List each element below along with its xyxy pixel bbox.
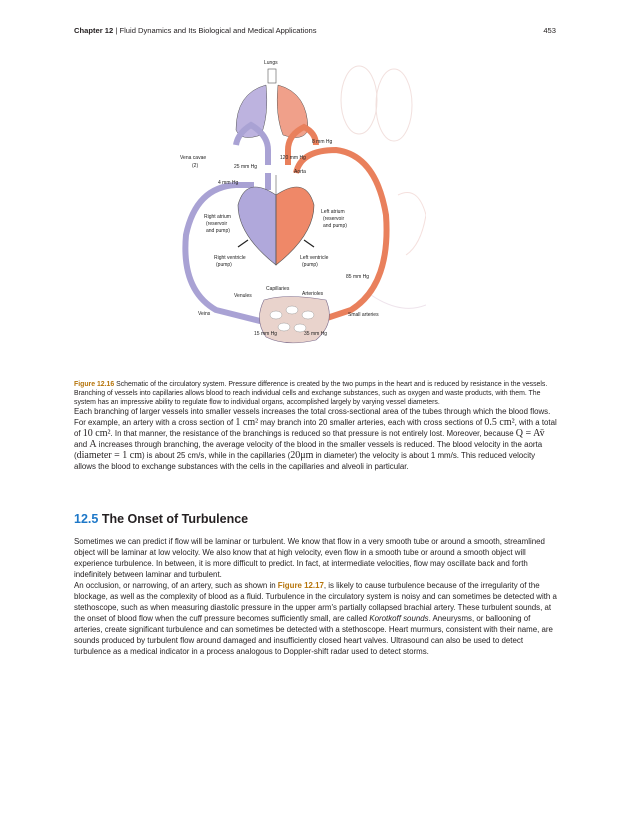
page-number: 453: [543, 26, 556, 35]
flow-arrow-left: [238, 240, 248, 247]
label-left-ventricle-2: (pump): [302, 262, 318, 268]
running-header: [74, 26, 556, 38]
label-25mmhg: 25 mm Hg: [234, 164, 258, 170]
label-8mmhg: 8 mm Hg: [312, 139, 333, 145]
label-right-ventricle-2: (pump): [216, 262, 232, 268]
label-right-ventricle: Right ventricle: [214, 255, 246, 261]
circulatory-system-diagram: [176, 55, 426, 367]
label-right-atrium-3: and pump): [206, 228, 230, 234]
paragraph-branching: Each branching of larger vessels into smaller vessels increases the total cross-sectional area of the tubes through which the blood flows. For example, an artery with a cross section of 1 cm² may branch into 20 smaller arteries, each with cross sections of 0.5 cm², with a total of 10 cm². In that manner, the resistance of the branchings is reduced so that pressure is not entirely lost. Moreover, because Q = Av̄ and A increases through branching, the average velocity of the blood in the smaller vessels is reduced. The blood velocity in the aorta (diameter = 1 cm) is about 25 cm/s, while in the capillaries (20μm in diameter) the velocity is about 1 mm/s. This reduced velocity allows the blood to exchange substances with the cells in the capillaries and alveoli in particular.: [74, 407, 557, 471]
label-left-atrium: Left atrium: [321, 209, 345, 215]
label-aorta: Aorta: [294, 169, 306, 175]
label-120mmhg: 120 mm Hg: [280, 155, 306, 161]
paragraph-laminar: Sometimes we can predict if flow will be laminar or turbulent. We know that flow in a very smooth tube or around a smooth, streamlined object will be laminar at low velocity. We also know that at high velocity, even flow in a smooth tube or around a smooth object will experience turbulence. In between, it is more difficult to predict. In fact, at intermediate velocities, flow may oscillate back and forth indefinitely between laminar and turbulent.: [74, 537, 545, 579]
section-heading: 12.5 The Onset of Turbulence: [74, 512, 249, 526]
label-right-atrium: Right atrium: [204, 214, 231, 220]
label-veins: Veins: [198, 311, 211, 317]
label-left-atrium-2: (reservoir: [323, 216, 345, 222]
label-15mmhg: 15 mm Hg: [254, 331, 278, 337]
heart: [238, 175, 314, 265]
label-lungs: Lungs: [264, 60, 278, 66]
label-left-ventricle: Left ventricle: [300, 255, 329, 261]
label-vena-cavae: Vena cavae: [180, 155, 207, 161]
label-85mmhg: 85 mm Hg: [346, 274, 370, 280]
label-vena-count: (2): [192, 163, 199, 169]
label-venules: Venules: [234, 293, 252, 299]
label-capillaries: Capillaries: [266, 286, 290, 292]
paragraph-occlusion: An occlusion, or narrowing, of an artery, such as shown in Figure 12.17, is likely to cause turbulence because of the irregularity of the blockage, as well as the complexity of blood as a fluid. Turbulence in the circulatory system is noisy and can sometimes be detected with a stethoscope, such as when measuring diastolic pressure in the upper arm's partially collapsed brachial artery. These turbulent sounds, at the onset of blood flow when the cuff pressure becomes sufficiently small, are called Korotkoff sounds. Aneurysms, or ballooning of arteries, create significant turbulence and can sometimes be detected with a stethoscope. Heart murmurs, consistent with their name, are sounds produced by turbulent flow around damaged and insufficiently closed heart valves. Ultrasound can also be used to detect turbulence as a medical indicator in a process analogous to Doppler-shift radar used to detect storms.: [74, 581, 557, 656]
label-small-arteries: Small arteries: [348, 312, 379, 318]
figure-link[interactable]: Figure 12.17: [277, 581, 324, 590]
caption-text: Schematic of the circulatory system. Pressure difference is created by the two pumps in the heart and is reduced by resistance in the vessels. Branching of vessels into capillaries allows blood to reach individual cells and exchange substances, such as oxygen and waste products, with them. The system has an impressive ability to regulate flow to individual organs, accomplished largely by varying vessel diameters.: [74, 380, 548, 406]
label-4mmhg: 4 mm Hg: [218, 180, 239, 186]
flow-arrow-right: [304, 240, 314, 247]
label-35mmhg: 35 mm Hg: [304, 331, 328, 337]
label-left-atrium-3: and pump): [323, 223, 347, 229]
caption-label: Figure 12.16: [74, 380, 115, 388]
figure-caption: [74, 380, 558, 407]
label-right-atrium-2: (reservoir: [206, 221, 228, 227]
label-arterioles: Arterioles: [302, 291, 324, 297]
header-chapter: Chapter 12 | Fluid Dynamics and Its Biological and Medical Applications: [74, 26, 317, 35]
